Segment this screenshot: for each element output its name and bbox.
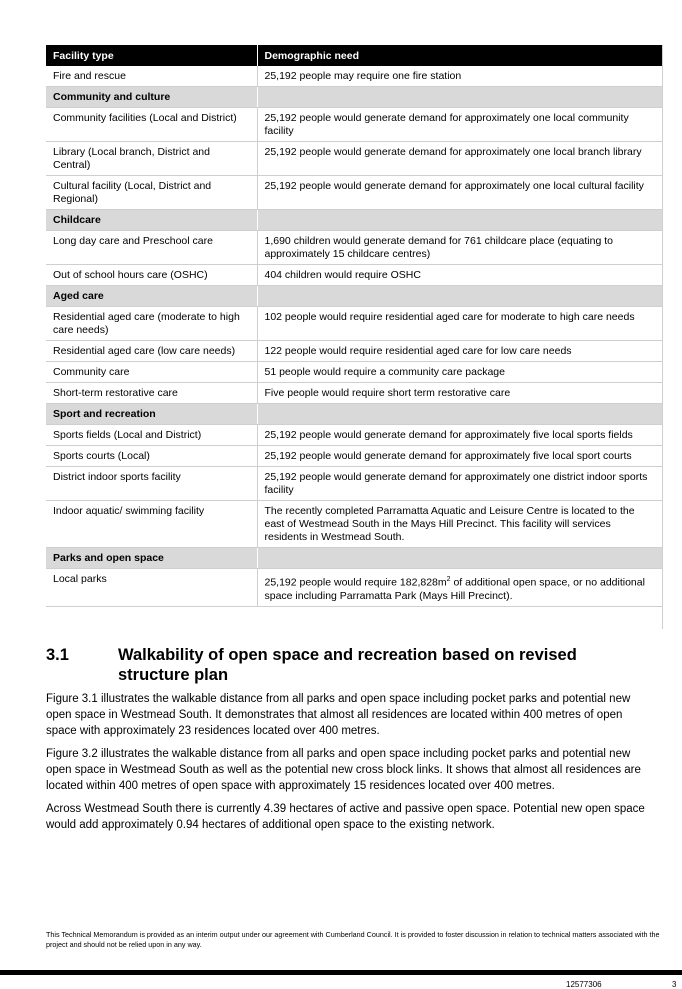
table-row (46, 307, 663, 341)
paragraph-open-space-total: Across Westmead South there is currently 4.39 hectares of active and passive open space. Potential new open space would add approximately 0.94 hectares of additional open space to the existing network. (46, 803, 645, 831)
need-cell (257, 210, 663, 231)
table-row (46, 501, 663, 548)
need-cell: 102 people would require residential aged care for moderate to high care needs (257, 307, 663, 341)
need-cell: 25,192 people would generate demand for approximately one local community facility (257, 108, 663, 142)
need-cell (257, 87, 663, 108)
need-text-pre: 25,192 people would require 182,828m (264, 576, 447, 589)
table-row (46, 142, 663, 176)
facility-cell: Local parks (46, 569, 257, 607)
table-header-row (46, 45, 663, 66)
table-section-row (46, 548, 663, 569)
table-body (46, 66, 663, 606)
need-text-post: of additional open space, or no additional space including Parramatta Park (Mays Hill Precinct). (264, 576, 645, 602)
document-reference: 12577306 (566, 980, 602, 989)
need-cell: Five people would require short term restorative care (257, 383, 663, 404)
facility-cell: Community facilities (Local and District) (46, 108, 257, 142)
table-row (46, 265, 663, 286)
footer-bar (0, 970, 682, 975)
need-cell: 25,192 people would generate demand for approximately five local sports fields (257, 425, 663, 446)
facility-cell: Sports fields (Local and District) (46, 425, 257, 446)
section-label: Community and culture (46, 87, 257, 108)
table-section-row (46, 286, 663, 307)
facility-cell: Residential aged care (moderate to high care needs) (46, 307, 257, 341)
need-cell: The recently completed Parramatta Aquatic and Leisure Centre is located to the east of Westmead South in the Mays Hill Precinct. This facility will services residents in Westmead South. (257, 501, 663, 548)
need-cell: 122 people would require residential aged care for low care needs (257, 341, 663, 362)
facility-demand-table (46, 45, 663, 607)
section-title: Walkability of open space and recreation based on revised structure plan (118, 646, 577, 684)
need-cell: 404 children would require OSHC (257, 265, 663, 286)
need-cell: 51 people would require a community care package (257, 362, 663, 383)
facility-cell: Short-term restorative care (46, 383, 257, 404)
facility-cell: Community care (46, 362, 257, 383)
facility-cell: District indoor sports facility (46, 467, 257, 501)
table-row (46, 467, 663, 501)
need-cell (257, 286, 663, 307)
body-text (46, 691, 646, 840)
facility-cell: Out of school hours care (OSHC) (46, 265, 257, 286)
paragraph-figure-3-2: Figure 3.2 illustrates the walkable distance from all parks and open space including pocket parks and potential new open space in Westmead South as well as the potential new cross block links. It shows that almost all residences are located within 400 metres of open space with approximately 15 residences located over 400 metres. (46, 748, 641, 792)
need-cell: 25,192 people would generate demand for approximately one local cultural facility (257, 176, 663, 210)
need-cell (257, 569, 663, 607)
facility-cell: Sports courts (Local) (46, 446, 257, 467)
section-label: Aged care (46, 286, 257, 307)
table-row (46, 231, 663, 265)
facility-cell: Fire and rescue (46, 66, 257, 87)
need-cell: 25,192 people would generate demand for approximately one district indoor sports facility (257, 467, 663, 501)
section-label: Parks and open space (46, 548, 257, 569)
table-row (46, 569, 663, 607)
table-row (46, 362, 663, 383)
table-row (46, 108, 663, 142)
need-cell: 1,690 children would generate demand for 761 childcare place (equating to approximately 15 childcare centres) (257, 231, 663, 265)
table-row (46, 446, 663, 467)
table-row (46, 341, 663, 362)
header-facility-type: Facility type (46, 45, 257, 66)
section-label: Sport and recreation (46, 404, 257, 425)
footer-disclaimer: This Technical Memorandum is provided as an interim output under our agreement with Cumberland Council. It is provided to foster discussion in relation to technical matters associated with the project and should not be relied upon in any way. (46, 930, 660, 949)
table-row (46, 66, 663, 87)
paragraph-figure-3-1: Figure 3.1 illustrates the walkable distance from all parks and open space including pocket parks and potential new open space in Westmead South. It demonstrates that almost all residences are located within 400 metres of open space with approximately 23 residences located over 400 metres. (46, 693, 631, 737)
facility-cell: Long day care and Preschool care (46, 231, 257, 265)
facility-cell: Indoor aquatic/ swimming facility (46, 501, 257, 548)
table-section-row (46, 87, 663, 108)
section-label: Childcare (46, 210, 257, 231)
section-number: 3.1 (46, 646, 69, 664)
facility-cell: Cultural facility (Local, District and Regional) (46, 176, 257, 210)
table-row (46, 176, 663, 210)
facility-cell: Residential aged care (low care needs) (46, 341, 257, 362)
table-section-row (46, 404, 663, 425)
need-cell: 25,192 people would generate demand for approximately one local branch library (257, 142, 663, 176)
need-cell (257, 404, 663, 425)
area-unit-superscript: 2 (446, 576, 451, 583)
table-section-row (46, 210, 663, 231)
table-right-rule (662, 45, 663, 629)
need-cell (257, 548, 663, 569)
table-row (46, 425, 663, 446)
page-number: 3 (672, 980, 677, 989)
need-cell: 25,192 people would generate demand for approximately five local sport courts (257, 446, 663, 467)
table-row (46, 383, 663, 404)
need-cell: 25,192 people may require one fire station (257, 66, 663, 87)
facility-cell: Library (Local branch, District and Central) (46, 142, 257, 176)
header-demographic-need: Demographic need (257, 45, 663, 66)
